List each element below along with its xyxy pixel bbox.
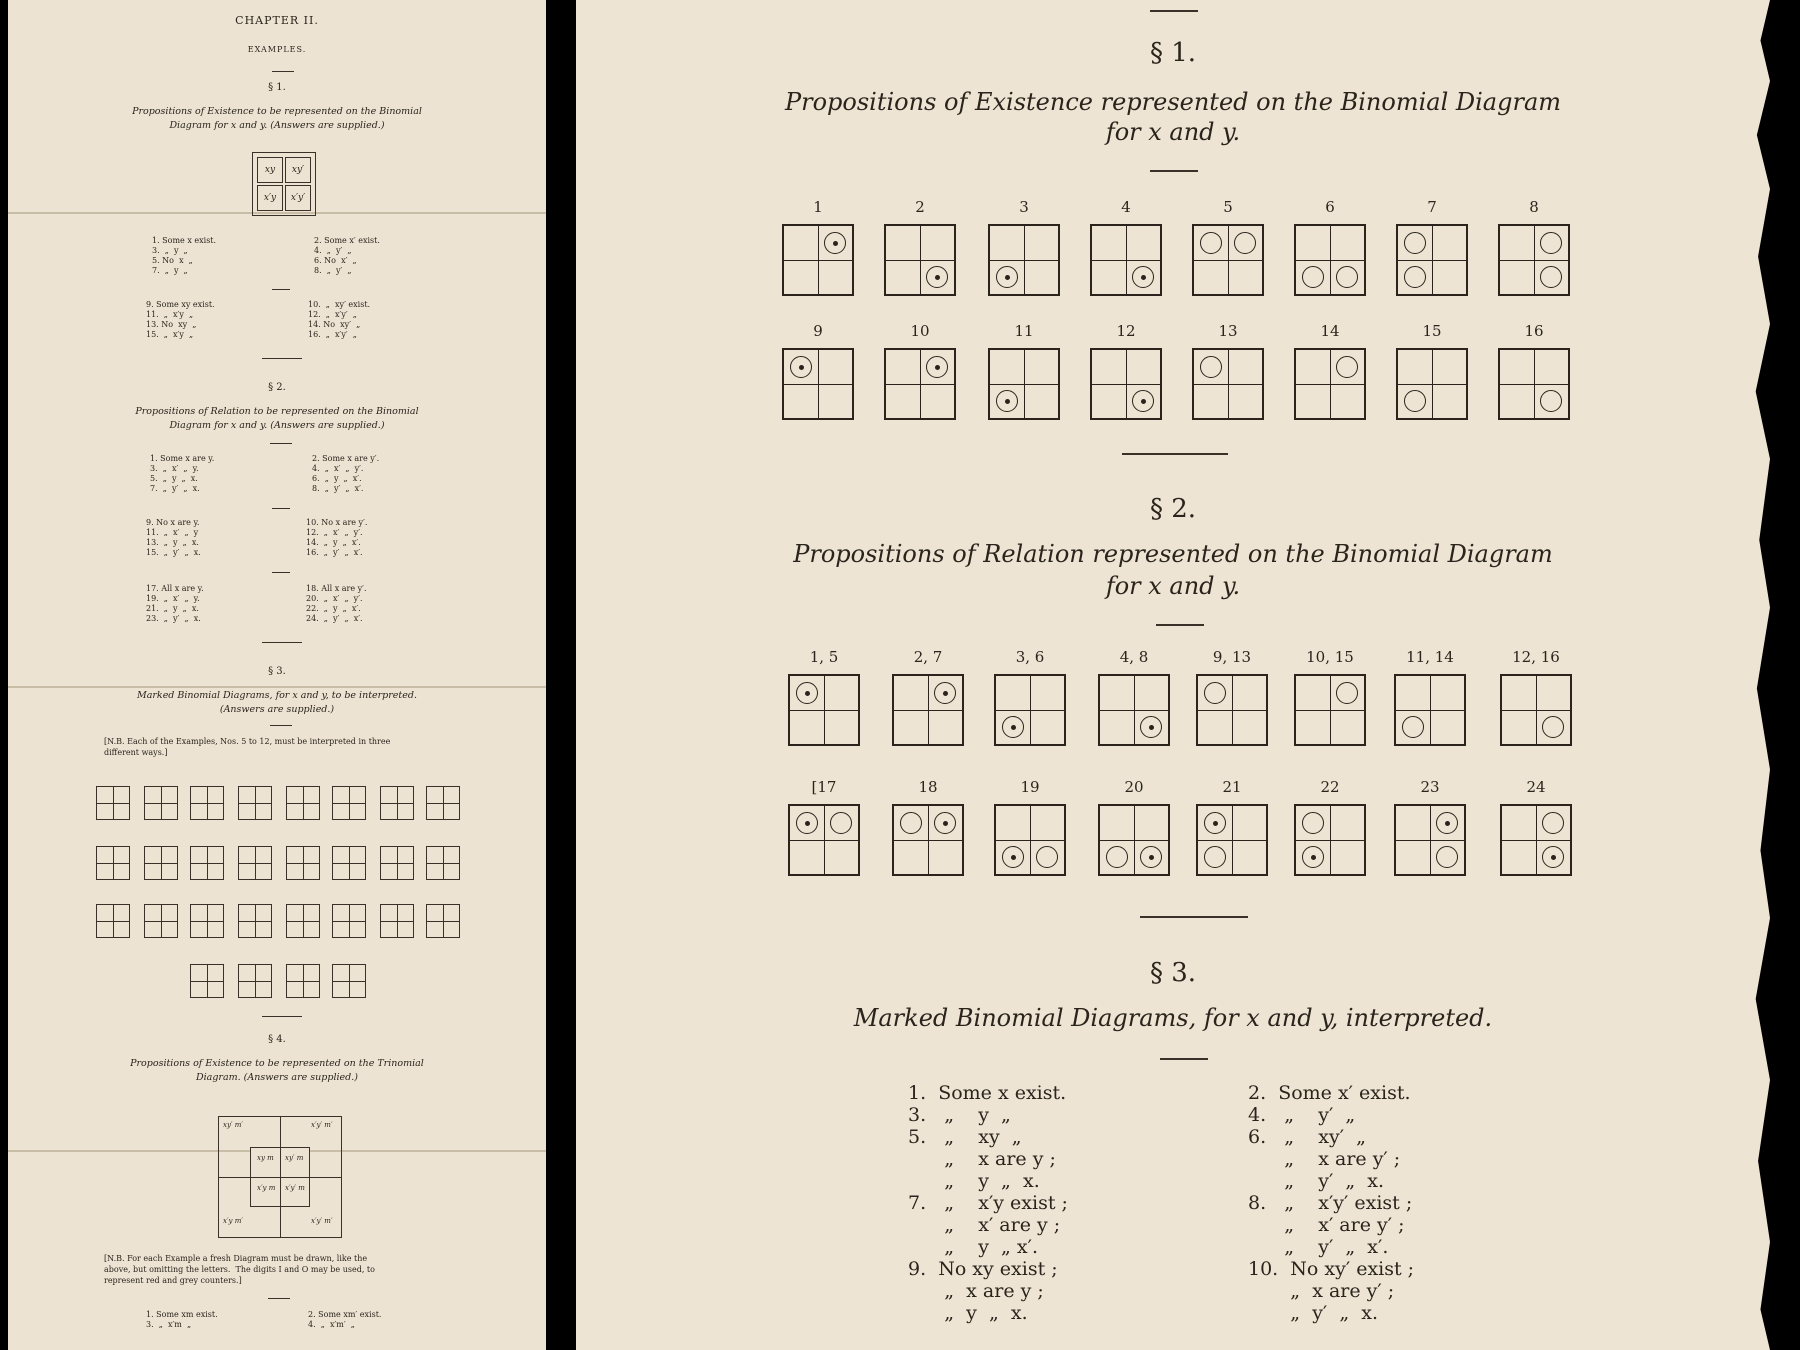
example-line: 8. „ y′ „ (314, 266, 352, 275)
small-diagram (286, 846, 320, 880)
section-1-title: Propositions of Existence represented on the Binomial Diagram (784, 88, 1562, 116)
example-line: 1. Some x are y. (150, 454, 215, 463)
red-counter (1302, 846, 1324, 868)
diagram-number: 21 (1222, 778, 1242, 796)
example-line: 7. „ x′y exist ; (908, 1192, 1068, 1214)
binomial-diagram (1294, 348, 1366, 420)
diagram-number: 22 (1320, 778, 1340, 796)
small-diagram (286, 786, 320, 820)
example-line: „ y „ x. (908, 1170, 1040, 1192)
labelled-binomial-diagram (252, 152, 316, 216)
cell-label: xy (257, 157, 283, 183)
small-diagram (238, 904, 272, 938)
trinomial-cell-label: x′y′ m (285, 1184, 305, 1192)
grey-counter (1336, 356, 1358, 378)
divider (272, 289, 290, 290)
section-2-title: Propositions of Relation represented on the Binomial Diagram (793, 540, 1553, 568)
grey-counter (1204, 846, 1226, 868)
example-line: 2. Some x′ exist. (1248, 1082, 1411, 1104)
example-line: 9. No xy exist ; (908, 1258, 1058, 1280)
example-line: 5. „ xy „ (908, 1126, 1022, 1148)
diagram-number: 9, 13 (1212, 648, 1252, 666)
red-counter (790, 356, 812, 378)
grey-counter (1336, 682, 1358, 704)
divider (262, 642, 302, 643)
binomial-diagram (1196, 804, 1268, 876)
grey-counter (1302, 812, 1324, 834)
small-diagram (286, 964, 320, 998)
divider (1156, 624, 1204, 626)
example-line: 2. Some x are y′. (312, 454, 380, 463)
example-line: 15. „ y′ „ x. (146, 548, 201, 557)
binomial-diagram (1294, 804, 1366, 876)
diagram-number: 5 (1223, 198, 1233, 216)
example-line: „ x are y ; (908, 1148, 1056, 1170)
grey-counter (1336, 266, 1358, 288)
binomial-diagram (1394, 804, 1466, 876)
example-line: „ x are y′ ; (1248, 1280, 1395, 1302)
section-4-note: represent red and grey counters.] (104, 1276, 242, 1285)
trinomial-cell-label: x′y m′ (223, 1217, 243, 1225)
diagram-number: 13 (1218, 322, 1238, 340)
small-diagram (332, 786, 366, 820)
example-line: 4. „ x′m′ „ (308, 1320, 355, 1329)
diagram-number: 15 (1422, 322, 1442, 340)
binomial-diagram (892, 674, 964, 746)
red-counter (1140, 716, 1162, 738)
example-line: 14. No xy′ „ (308, 320, 361, 329)
example-line: 2. Some xm′ exist. (308, 1310, 382, 1319)
left-section-4-title: Diagram. (Answers are supplied.) (196, 1072, 358, 1083)
right-page (576, 0, 1770, 1350)
binomial-diagram (1294, 674, 1366, 746)
diagram-number: 1, 5 (809, 648, 839, 666)
cell-label: x′y′ (285, 185, 311, 211)
example-line: „ y′ „ x. (1248, 1302, 1379, 1324)
grey-counter (1204, 682, 1226, 704)
example-line: 23. „ y′ „ x. (146, 614, 201, 623)
section-2-heading: § 2. (1149, 494, 1197, 524)
small-diagram (144, 786, 178, 820)
example-line: 9. No x are y. (146, 518, 200, 527)
example-line: 10. „ xy′ exist. (308, 300, 371, 309)
example-line: 7. „ y „ (152, 266, 188, 275)
diagram-number: 20 (1124, 778, 1144, 796)
binomial-diagram (884, 224, 956, 296)
binomial-diagram (788, 804, 860, 876)
example-line: „ x are y′ ; (1248, 1148, 1401, 1170)
red-counter (796, 812, 818, 834)
example-line: 13. No xy „ (146, 320, 197, 329)
small-diagram (238, 846, 272, 880)
left-section-3-title: (Answers are supplied.) (219, 704, 335, 715)
example-line: 11. „ x′y „ (146, 310, 194, 319)
diagram-number: 1 (813, 198, 823, 216)
binomial-diagram (892, 804, 964, 876)
diagram-number: 11 (1014, 322, 1034, 340)
small-diagram (332, 846, 366, 880)
red-counter (796, 682, 818, 704)
red-counter (996, 390, 1018, 412)
small-diagram (426, 786, 460, 820)
red-counter (1132, 266, 1154, 288)
example-line: 6. „ xy′ „ (1248, 1126, 1366, 1148)
example-line: „ x′ are y ; (908, 1214, 1061, 1236)
diagram-number: 2, 7 (913, 648, 943, 666)
example-line: 8. „ x′y′ exist ; (1248, 1192, 1413, 1214)
red-counter (934, 682, 956, 704)
example-line: 15. „ x′y „ (146, 330, 194, 339)
binomial-diagram (1396, 224, 1468, 296)
grey-counter (830, 812, 852, 834)
left-section-4-title: Propositions of Existence to be represented on the Trinomial (130, 1058, 424, 1069)
small-diagram (190, 846, 224, 880)
example-line: „ y „ x′. (908, 1236, 1039, 1258)
examples-heading: EXAMPLES. (247, 45, 307, 54)
example-line: 21. „ y „ x. (146, 604, 199, 613)
small-diagram (144, 846, 178, 880)
example-line: 3. „ x′m „ (146, 1320, 192, 1329)
diagram-number: 11, 14 (1406, 648, 1454, 666)
left-section-2-heading: § 2. (268, 382, 286, 393)
small-diagram (380, 786, 414, 820)
small-diagram (380, 846, 414, 880)
page-fold (8, 686, 546, 688)
small-diagram (144, 904, 178, 938)
grey-counter (1106, 846, 1128, 868)
diagram-number: 4, 8 (1119, 648, 1149, 666)
example-line: 9. Some xy exist. (146, 300, 215, 309)
small-diagram (380, 904, 414, 938)
diagram-number: 9 (813, 322, 823, 340)
example-line: „ x′ are y′ ; (1248, 1214, 1405, 1236)
grey-counter (1540, 266, 1562, 288)
example-line: „ y′ „ x. (1248, 1170, 1385, 1192)
binomial-diagram (988, 348, 1060, 420)
grey-counter (1404, 390, 1426, 412)
diagram-number: 23 (1420, 778, 1440, 796)
binomial-diagram (1196, 674, 1268, 746)
example-line: 19. „ x′ „ y. (146, 594, 200, 603)
grey-counter (1540, 232, 1562, 254)
binomial-diagram (1098, 804, 1170, 876)
trinomial-cell-label: x′y′ m′ (311, 1121, 333, 1129)
grey-counter (1036, 846, 1058, 868)
left-section-1-title: Propositions of Existence to be represented on the Binomial (132, 106, 422, 117)
left-section-4-heading: § 4. (268, 1034, 286, 1045)
section-3-title: Marked Binomial Diagrams, for x and y, interpreted. (853, 1004, 1493, 1032)
divider (1150, 10, 1198, 12)
grey-counter (1200, 232, 1222, 254)
left-section-2-title: Propositions of Relation to be represented on the Binomial (135, 406, 419, 417)
divider (1122, 453, 1228, 455)
grey-counter (1402, 716, 1424, 738)
grey-counter (1540, 390, 1562, 412)
section-4-note: [N.B. For each Example a fresh Diagram must be drawn, like the (104, 1254, 368, 1263)
cell-label: x′y (257, 185, 283, 211)
grey-counter (1542, 716, 1564, 738)
section-4-note: above, but omitting the letters. The digits I and O may be used, to (104, 1265, 375, 1274)
small-diagram (96, 786, 130, 820)
example-line: 16. „ x′y′ „ (308, 330, 357, 339)
small-diagram (286, 904, 320, 938)
diagram-number: 16 (1524, 322, 1544, 340)
trinomial-cell-label: xy m (257, 1154, 274, 1162)
binomial-diagram (884, 348, 956, 420)
binomial-diagram (1192, 224, 1264, 296)
diagram-number: 12, 16 (1512, 648, 1560, 666)
grey-counter (1542, 812, 1564, 834)
example-line: 1. Some x exist. (908, 1082, 1067, 1104)
left-section-3-title: Marked Binomial Diagrams, for x and y, to be interpreted. (137, 690, 417, 701)
example-line: 6. „ y „ x′. (312, 474, 362, 483)
diagram-number: 8 (1529, 198, 1539, 216)
example-line: 4. „ y′ „ (314, 246, 352, 255)
diagram-number: 19 (1020, 778, 1040, 796)
binomial-diagram (1500, 674, 1572, 746)
red-counter (1132, 390, 1154, 412)
red-counter (1542, 846, 1564, 868)
diagram-number: 3, 6 (1015, 648, 1045, 666)
example-line: 16. „ y′ „ x′. (306, 548, 363, 557)
small-diagram (96, 846, 130, 880)
small-diagram (238, 964, 272, 998)
diagram-number: 10, 15 (1306, 648, 1354, 666)
small-diagram (332, 964, 366, 998)
example-line: 4. „ y′ „ (1248, 1104, 1356, 1126)
example-line: 6. No x′ „ (314, 256, 357, 265)
example-line: 4. „ x′ „ y′. (312, 464, 364, 473)
small-diagram (238, 786, 272, 820)
example-line: 10. No x are y′. (306, 518, 368, 527)
small-diagram (332, 904, 366, 938)
small-diagram (426, 904, 460, 938)
binomial-diagram (1396, 348, 1468, 420)
small-diagram (96, 904, 130, 938)
diagram-number: 10 (910, 322, 930, 340)
example-line: 3. „ x′ „ y. (150, 464, 199, 473)
cell-label: xy′ (285, 157, 311, 183)
example-line: 12. „ x′ „ y′. (306, 528, 363, 537)
example-line: 22. „ y „ x′. (306, 604, 361, 613)
diagram-number: [17 (811, 778, 837, 796)
divider (270, 725, 292, 726)
grey-counter (1302, 266, 1324, 288)
example-line: „ y′ „ x′. (1248, 1236, 1389, 1258)
binomial-diagram (782, 224, 854, 296)
red-counter (926, 266, 948, 288)
red-counter (934, 812, 956, 834)
grey-counter (1200, 356, 1222, 378)
example-line: 8. „ y′ „ x′. (312, 484, 364, 493)
section-3-heading: § 3. (1149, 958, 1197, 988)
grey-counter (1234, 232, 1256, 254)
grey-counter (900, 812, 922, 834)
section-3-note: different ways.] (104, 748, 168, 757)
example-line: 5. „ y „ x. (150, 474, 198, 483)
example-line: 3. „ y „ (908, 1104, 1011, 1126)
left-section-3-heading: § 3. (268, 666, 286, 677)
binomial-diagram (788, 674, 860, 746)
example-line: 5. No x „ (152, 256, 193, 265)
example-line: 18. All x are y′. (306, 584, 367, 593)
binomial-diagram (782, 348, 854, 420)
binomial-diagram (1498, 348, 1570, 420)
small-diagram (426, 846, 460, 880)
divider (272, 508, 290, 509)
trinomial-cell-label: x′y′ m′ (311, 1217, 333, 1225)
binomial-diagram (994, 674, 1066, 746)
diagram-number: 2 (915, 198, 925, 216)
grey-counter (1404, 232, 1426, 254)
example-line: 3. „ y „ (152, 246, 188, 255)
example-line: 7. „ y′ „ x. (150, 484, 200, 493)
red-counter (1002, 716, 1024, 738)
example-line: 14. „ y „ x′. (306, 538, 361, 547)
binomial-diagram (1090, 224, 1162, 296)
chapter-heading: CHAPTER II. (235, 14, 319, 27)
red-counter (1436, 812, 1458, 834)
example-line: 17. All x are y. (146, 584, 204, 593)
divider (262, 358, 302, 359)
diagram-number: 24 (1526, 778, 1546, 796)
example-line: 13. „ y „ x. (146, 538, 199, 547)
red-counter (926, 356, 948, 378)
diagram-number: 3 (1019, 198, 1029, 216)
left-section-1-heading: § 1. (268, 82, 286, 93)
binomial-diagram (1394, 674, 1466, 746)
diagram-number: 18 (918, 778, 938, 796)
red-counter (996, 266, 1018, 288)
left-section-2-title: Diagram for x and y. (Answers are supplied.) (169, 420, 385, 431)
small-diagram (190, 964, 224, 998)
binomial-diagram (1498, 224, 1570, 296)
red-counter (824, 232, 846, 254)
divider (262, 1016, 302, 1017)
small-diagram (190, 904, 224, 938)
trinomial-cell-label: xy′ m (285, 1154, 304, 1162)
divider (270, 443, 292, 444)
section-1-heading: § 1. (1149, 38, 1197, 68)
divider (272, 71, 294, 72)
binomial-diagram (1098, 674, 1170, 746)
divider (268, 1298, 290, 1299)
grey-counter (1404, 266, 1426, 288)
example-line: 24. „ y′ „ x′. (306, 614, 363, 623)
diagram-number: 7 (1427, 198, 1437, 216)
example-line: 20. „ x′ „ y′. (306, 594, 363, 603)
section-3-note: [N.B. Each of the Examples, Nos. 5 to 12, must be interpreted in three (104, 737, 391, 746)
diagram-number: 12 (1116, 322, 1136, 340)
binomial-diagram (1500, 804, 1572, 876)
example-line: 2. Some x′ exist. (314, 236, 380, 245)
example-line: 12. „ x′y′ „ (308, 310, 357, 319)
trinomial-diagram (218, 1116, 342, 1238)
diagram-number: 14 (1320, 322, 1340, 340)
diagram-number: 4 (1121, 198, 1131, 216)
red-counter (1140, 846, 1162, 868)
section-2-title: for x and y. (1105, 572, 1241, 600)
binomial-diagram (1192, 348, 1264, 420)
divider (272, 572, 290, 573)
binomial-diagram (1294, 224, 1366, 296)
binomial-diagram (994, 804, 1066, 876)
left-section-1-title: Diagram for x and y. (Answers are supplied.) (169, 120, 385, 131)
divider (1140, 916, 1248, 918)
divider (1150, 170, 1198, 172)
example-line: 11. „ x′ „ y (146, 528, 199, 537)
red-counter (1002, 846, 1024, 868)
trinomial-cell-label: x′y m (257, 1184, 276, 1192)
example-line: 1. Some xm exist. (146, 1310, 218, 1319)
binomial-diagram (1090, 348, 1162, 420)
grey-counter (1436, 846, 1458, 868)
section-1-title: for x and y. (1105, 118, 1241, 146)
diagram-number: 6 (1325, 198, 1335, 216)
divider (1160, 1058, 1208, 1060)
example-line: 1. Some x exist. (152, 236, 217, 245)
small-diagram (190, 786, 224, 820)
example-line: 10. No xy′ exist ; (1248, 1258, 1415, 1280)
example-line: „ x are y ; (908, 1280, 1044, 1302)
trinomial-cell-label: xy′ m′ (223, 1121, 243, 1129)
binomial-diagram (988, 224, 1060, 296)
red-counter (1204, 812, 1226, 834)
example-line: „ y „ x. (908, 1302, 1028, 1324)
